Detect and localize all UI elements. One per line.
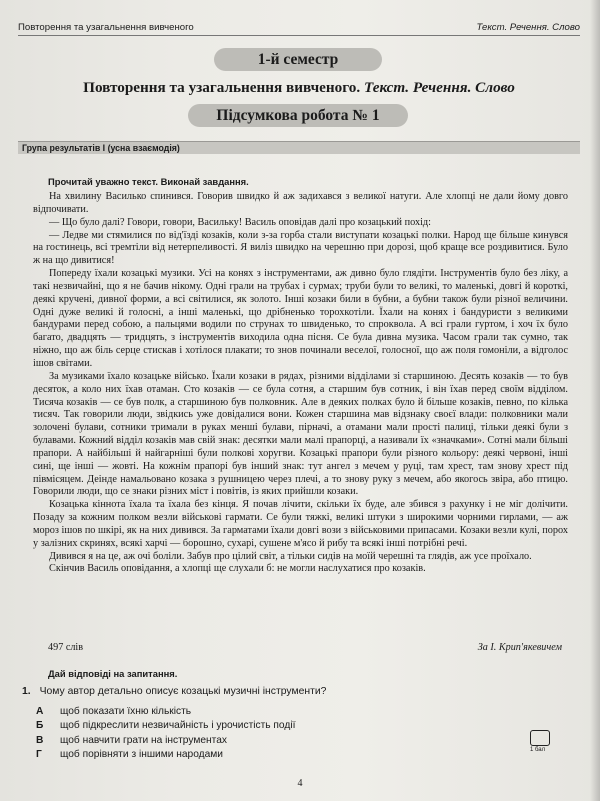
score-checkbox[interactable] (530, 730, 550, 746)
title-main: Повторення та узагальнення вивченого. (83, 79, 361, 96)
option-letter: А (36, 706, 44, 717)
answer-options (36, 706, 295, 764)
option-g[interactable] (36, 749, 295, 763)
paragraph: — Що було далі? Говори, говори, Васильку! Василь оповідав далі про козацький похід: (49, 216, 431, 228)
option-letter: Б (36, 720, 44, 732)
running-header (18, 20, 580, 36)
score-label: 1 бал (530, 747, 546, 753)
question-number: 1. (22, 686, 31, 697)
option-text: щоб підкреслити незвичайність і урочистість події (60, 720, 296, 732)
question-text: Чому автор детально описує козацькі музичні інструменти? (39, 686, 327, 697)
author-credit: За І. Крип'якевичем (477, 642, 562, 653)
option-b[interactable] (36, 720, 295, 734)
page-edge-shadow (590, 0, 600, 801)
task-instruction: Прочитай уважно текст. Виконай завдання. (48, 176, 249, 187)
option-letter: В (36, 734, 44, 746)
semester-label: 1-й семестр (214, 48, 382, 71)
header-topic: Текст. Речення. Слово (476, 22, 580, 33)
option-text: щоб порівняти з іншими народами (60, 749, 223, 761)
title-italic: Текст. Речення. Слово (363, 79, 515, 96)
paragraph: На хвилину Василько спинився. Говорив швидко й аж задихався з великої натуги. Але хлопці не дали йому довго відпочивати. (33, 191, 568, 215)
option-v[interactable] (36, 735, 295, 749)
paragraph: Попереду їхали козацькі музики. Усі на конях з інструментами, аж дивно було глядіти. Інструментів було без ліку, а такі незвичайні, що я не бачив нікому. Одні грали на трубах і сурмах; труби були то великі, то маленькі, довгі й короткі, деякі кручені, дивної форми, а всі світилися, як золото. Інші козаки били в бубни, а бубни також були різної величини. Одні дуже великі й голосні, а інші маленькі, що дрібненько торохкотіли. Їхали на конях і бандуристи з великими бандурами перед собою, а пальцями водили по струнах то швиденько, то спроквола. А всі грали гуртом, і хоч їх було багато, двадцять — тридцять, з інструментів виходила одна пісня. Се була дивна музика. Часом грали так сумно, так ніжно, що аж біль серце стискав і хотілося плакати; то знов починали веселої, голосної, що аж поля гомоніли, а відголос ішов світами. (33, 268, 568, 369)
page-title (18, 79, 580, 97)
paragraph: За музиками їхало козацьке військо. Їхали козаки в рядах, різними відділами зі старшиною. Десять козаків — то був десяток, а коло них їхав отаман. Сто козаків — се була сотня, а старшим був сотник, і він їхав перед своїм відділом. Тисяча козаків — се був полк, а старшиною був полковник. Але в деяких полках було й більше козаків, певно, по кілька тисяч. Так говорили люди, звідкись уже довідалися вони. Кожен старшина мав відзнаку своєї влади: полковники мали золочені булави, сотники тримали в руках менші булави, пірначі, а отамани мали прості палиці, тільки деякі були з булавами. Кожний відділ козаків мав свій знак: десятки мали малі прапорці, а називали їх «значками». Сотні мали більші прапори. А найбільші й найгарніші були полкові хоругви. Козацькі прапори були різного кольору: деякі червоні, інші сині, ще інші — жовті. На кожнім прапорі був інший знак: тут ангел з мечем у руці, там хрест, там знову хрест під півмісяцем. Деінде намальовано козака з рушницею через плечі, а то знову руку з мечем, або якогось звіра, або птицю. Говорили люди, що се знаки різних міст і повітів, із яких прийшли козаки. (33, 370, 568, 498)
reading-text (33, 191, 568, 576)
paragraph: — Ледве ми стямилися по від'їзді козаків, коли з-за горба стали виступати козацькі полки. Народ ще більше кинувся на гостинець, всі тремтіли від нетерпеливості. Я виліз швидко на черешню при дорозі, щоб краще все роздивитися. Було ж на що дивитися! (33, 229, 568, 267)
word-count: 497 слів (48, 642, 84, 653)
header-section: Повторення та узагальнення вивченого (18, 22, 194, 33)
question-1 (22, 686, 326, 697)
paragraph: Скінчив Василь оповідання, а хлопці ще слухали б: не могли наслухатися про козаків. (49, 563, 426, 575)
page-number: 4 (297, 778, 303, 789)
work-title: Підсумкова робота № 1 (188, 104, 408, 127)
paragraph: Дивився я на це, аж очі боліли. Забув про цілий світ, а тільки сидів на моїй черешні та глядів, аж усе проїхало. (49, 550, 532, 562)
group-bar: Група результатів І (усна взаємодія) (18, 141, 580, 154)
score-box[interactable] (530, 730, 552, 754)
option-text: щоб показати їхню кількість (60, 706, 192, 717)
option-text: щоб навчити грати на інструментах (60, 734, 227, 746)
paragraph: Козацька кіннота їхала та їхала без кінця. Я почав лічити, скільки їх буде, але збився з рахунку і не міг долічити. Позаду за кожним полком везли військові гармати. Се були тяжкі, великі штуки з широкими чорними гирлами, — аж мороз ішов по шкірі, як на них дивився. За гарматами їхали довгі вози з військовими припасами. Козаки везли кулі, порох у залізних скринях, всякі харчі — борошно, сухарі, сушене м'ясо й рибу та всякі інші потрібні речі. (33, 499, 568, 549)
task-questions: Дай відповіді на запитання. (48, 668, 178, 679)
option-a[interactable] (36, 706, 295, 720)
option-letter: Г (36, 749, 42, 761)
